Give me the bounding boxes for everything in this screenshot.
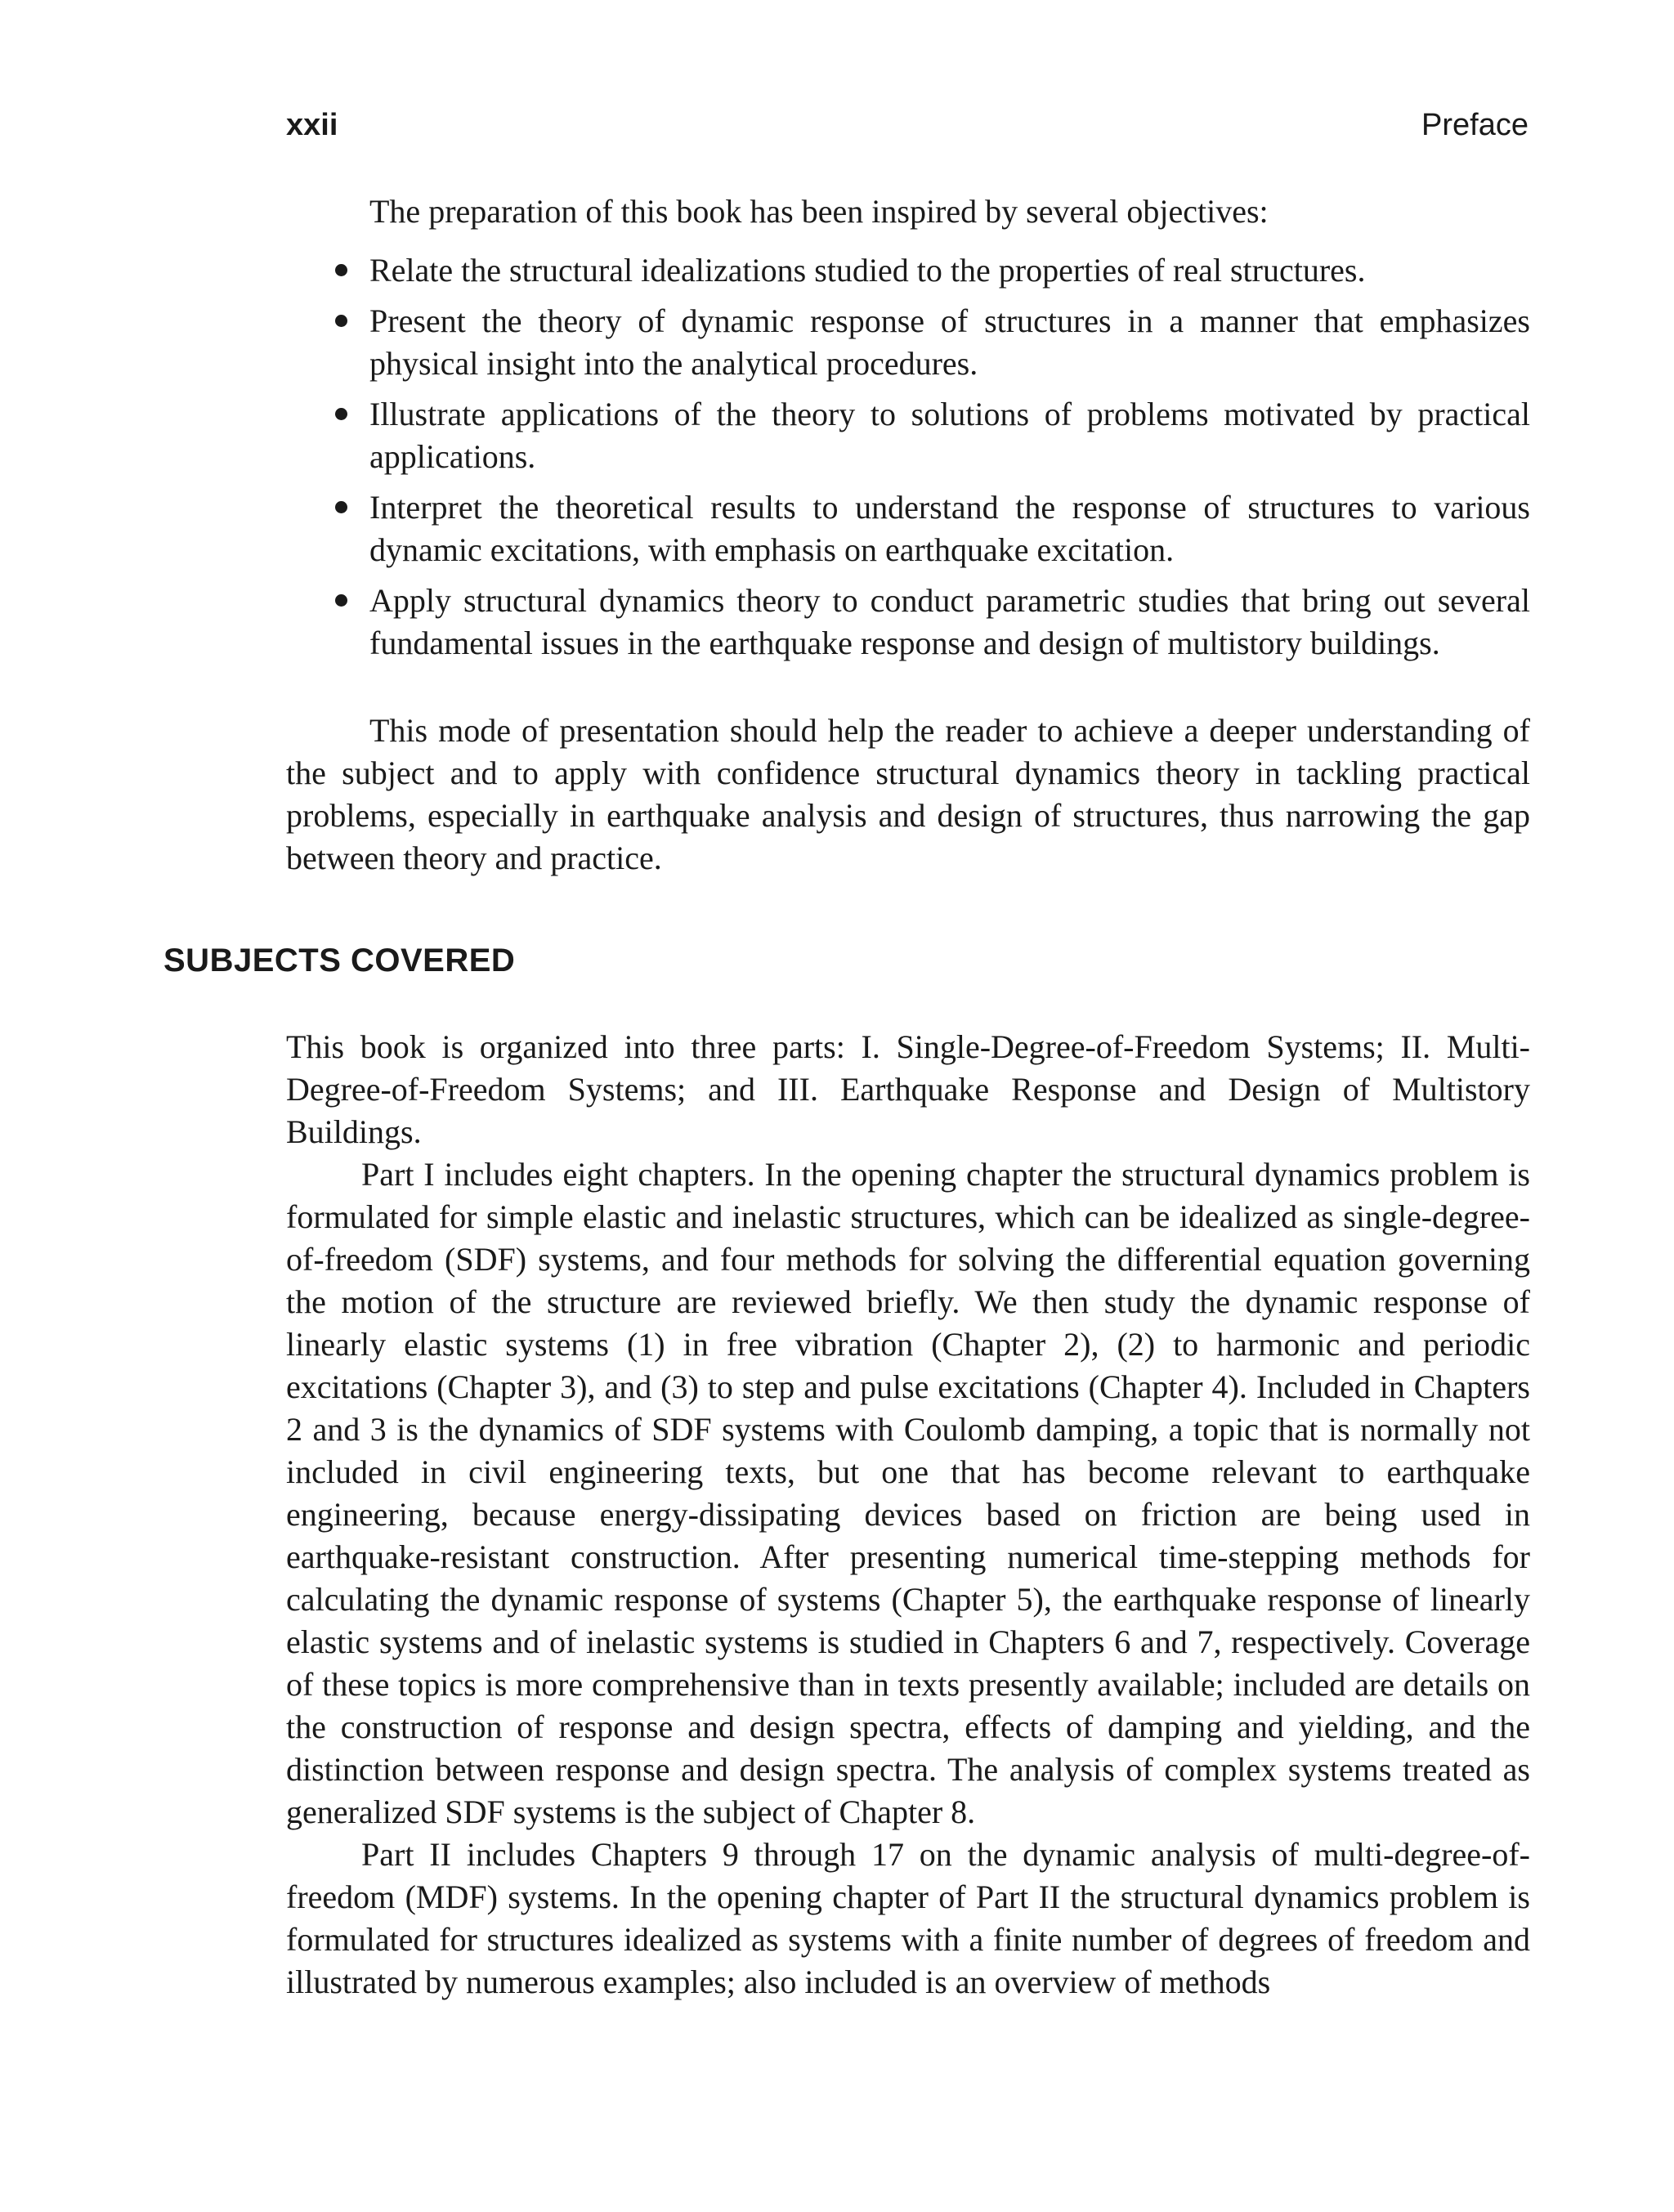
body-paragraph: Part I includes eight chapters. In the opening chapter the structural dynamics problem is formulated for simple elastic and inelastic structures, which can be idealized as single-degree-of-freedom (SDF) systems, and four methods for solving the differential equation governing the motion of the structure are reviewed briefly. We then study the dynamic response of linearly elastic systems (1) in free vibration (Chapter 2), (2) to harmonic and periodic excitations (Chapter 3), and (3) to step and pulse excitations (Chapter 4). Included in Chapters 2 and 3 is the dynamics of SDF systems with Coulomb damping, a topic that is normally not included in civil engineering texts, but one that has become relevant to earthquake engineering, because energy-dissipating devices based on friction are being used in earthquake-resistant construction. After presenting numerical time-stepping methods for calculating the dynamic response of systems (Chapter 5), the earthquake response of linearly elastic systems and of inelastic systems is studied in Chapters 6 and 7, respectively. Coverage of these topics is more comprehensive than in texts presently available; included are details on the construction of response and design spectra, effects of damping and yielding, and the distinction between response and design spectra. The analysis of complex systems treated as generalized SDF systems is the subject of Chapter 8.	[286, 1156, 1530, 1830]
bullet-icon	[335, 315, 347, 327]
subjects-covered-body	[286, 1026, 1530, 2004]
section-heading-subjects-covered: SUBJECTS COVERED	[163, 943, 516, 978]
objective-item	[369, 486, 1530, 571]
body-paragraph: Part II includes Chapters 9 through 17 on the dynamic analysis of multi-degree-of-freedom (MDF) systems. In the opening chapter of Part II the structural dynamics problem is formulated for structures idealized as systems with a finite number of degrees of freedom and illustrated by numerous examples; also included is an overview of methods	[286, 1836, 1530, 2000]
objective-text: Present the theory of dynamic response of structures in a manner that emphasizes physical insight into the analytical procedures.	[369, 302, 1530, 382]
objectives-list	[369, 249, 1530, 673]
objective-item	[369, 393, 1530, 478]
objectives-intro: The preparation of this book has been inspired by several objectives:	[369, 193, 1269, 230]
bullet-icon	[335, 408, 347, 420]
page-number: xxii	[286, 108, 338, 142]
objective-text: Apply structural dynamics theory to conduct parametric studies that bring out several fundamental issues in the earthquake response and design of multistory buildings.	[369, 582, 1530, 661]
body-paragraph: This book is organized into three parts: I. Single-Degree-of-Freedom Systems; II. Multi-Degree-of-Freedom Systems; and III. Earthquake Response and Design of Multistory Buildings.	[286, 1028, 1530, 1150]
objective-item	[369, 580, 1530, 665]
objective-item	[369, 249, 1530, 292]
objective-text: Illustrate applications of the theory to solutions of problems motivated by practical applications.	[369, 396, 1530, 475]
presentation-paragraph: This mode of presentation should help the reader to achieve a deeper understanding of the subject and to apply with confidence structural dynamics theory in tackling practical problems, especially in earthquake analysis and design of structures, thus narrowing the gap between theory and practice.	[286, 712, 1530, 876]
bullet-icon	[335, 501, 347, 513]
objective-text: Interpret the theoretical results to understand the response of structures to various dynamic excitations, with emphasis on earthquake excitation.	[369, 489, 1530, 568]
running-head	[286, 108, 1529, 157]
objective-item	[369, 300, 1530, 385]
bullet-icon	[335, 594, 347, 607]
bullet-icon	[335, 264, 347, 276]
running-head-section-title: Preface	[1421, 108, 1529, 142]
objective-text: Relate the structural idealizations studied to the properties of real structures.	[369, 252, 1366, 289]
